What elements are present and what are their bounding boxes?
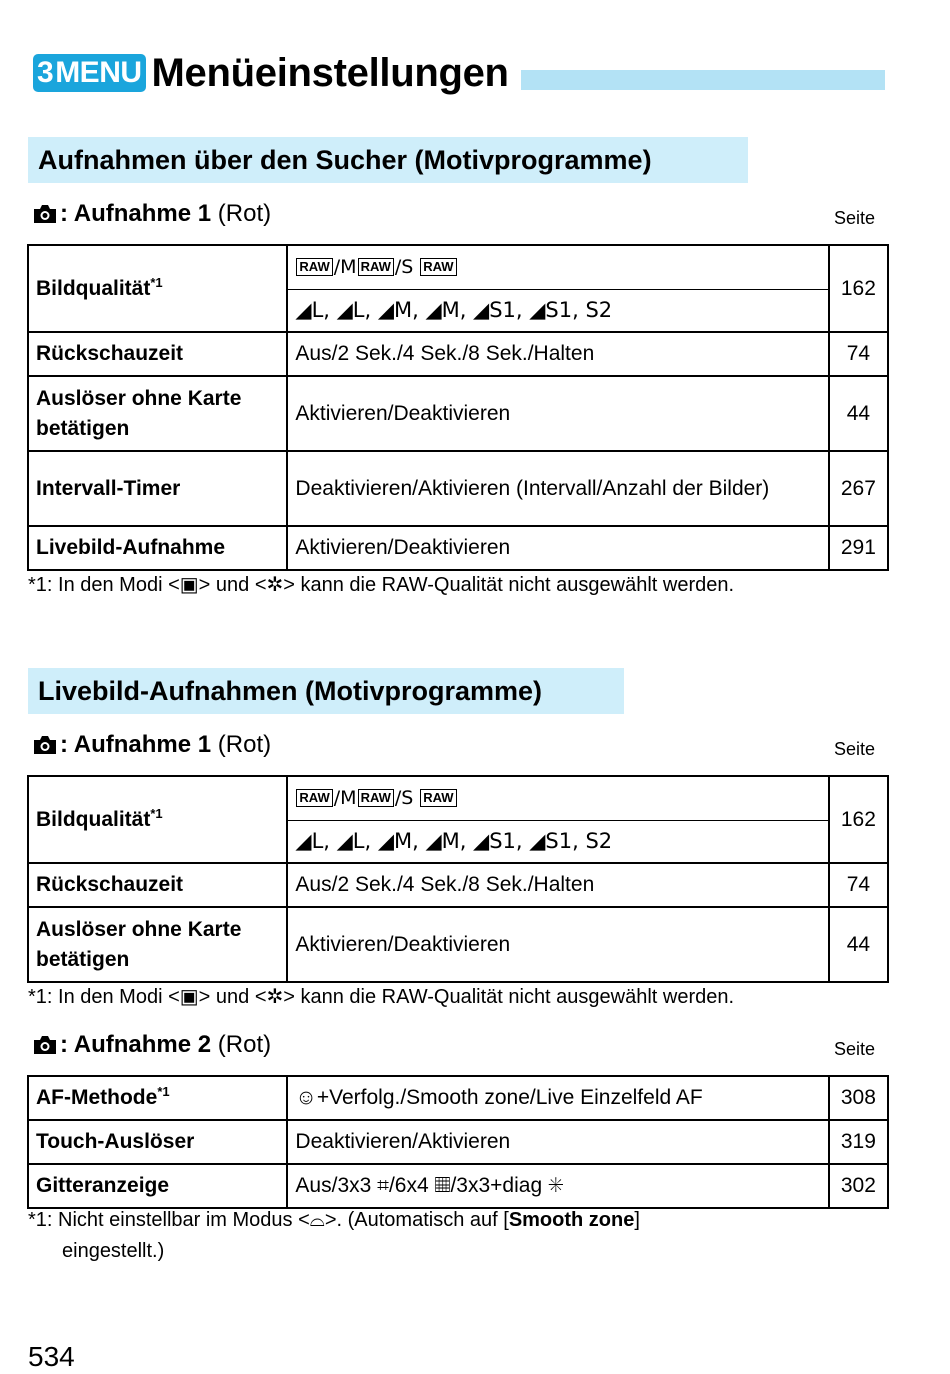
table-row [28, 863, 888, 907]
row-value: Aus/3x3 ⌗/6x4 ▦/3x3+diag ✳ [287, 1164, 828, 1208]
title-decor-bar [521, 70, 885, 90]
sub-heading-shooting1 [32, 200, 271, 228]
smooth-zone-mode-icon: ⌓ [309, 1209, 325, 1231]
row-page: 162 [829, 245, 888, 332]
sub-heading-color: (Rot) [217, 731, 272, 758]
row-label: Gitteranzeige [28, 1164, 287, 1208]
sub-heading-label: : Aufnahme 1 [60, 731, 212, 758]
page-column-label: Seite [833, 739, 875, 759]
footnote: *1: In den Modi <▣> und <✲> kann die RAW-Qualität nicht ausgewählt werden. [28, 986, 735, 1008]
row-value: Deaktivieren/Aktivieren (Intervall/Anzahl der Bilder) [287, 451, 828, 526]
row-value-jpeg: ◢L, ◢L, ◢M, ◢M, ◢S1, ◢S1, S2 [287, 820, 828, 863]
row-page: 74 [829, 332, 888, 376]
row-label: Bildqualität$^{*1}$ [28, 776, 287, 863]
settings-table-viewfinder [27, 244, 889, 571]
row-page: 319 [829, 1120, 888, 1164]
footnote-continuation: eingestellt.) [62, 1240, 165, 1262]
sub-heading-color: (Rot) [217, 200, 272, 227]
sub-heading-color: (Rot) [217, 1031, 272, 1058]
table-row [28, 376, 888, 451]
sub-heading-shooting2-live [32, 1031, 271, 1059]
row-page: 308 [829, 1076, 888, 1120]
footnote: *1: Nicht einstellbar im Modus <⌓>. (Automatisch auf [Smooth zone] [28, 1209, 640, 1231]
settings-table-liveview2 [27, 1075, 889, 1209]
row-label: Livebild-Aufnahme [28, 526, 287, 570]
row-value-raw: RAW /M RAW /S RAW [287, 776, 828, 820]
page-column-label: Seite [833, 1039, 875, 1059]
menu-label: MENU [55, 56, 142, 89]
table-row [28, 332, 888, 376]
row-value: Aktivieren/Deaktivieren [287, 907, 828, 982]
table-row [28, 1076, 888, 1120]
row-value: Aktivieren/Deaktivieren [287, 376, 828, 451]
row-page: 44 [829, 376, 888, 451]
row-value: Aus/2 Sek./4 Sek./8 Sek./Halten [287, 332, 828, 376]
settings-table-liveview1 [27, 775, 889, 983]
row-label: Auslöser ohne Karte betätigen [28, 907, 287, 982]
sub-heading-label: : Aufnahme 2 [60, 1031, 212, 1058]
section-heading-viewfinder: Aufnahmen über den Sucher (Motivprogramme) [28, 137, 748, 183]
row-label: Bildqualität$^{*1}$ [28, 245, 287, 332]
sub-heading-label: : Aufnahme 1 [60, 200, 212, 227]
row-label: Rückschauzeit [28, 332, 287, 376]
row-page: 44 [829, 907, 888, 982]
footnote: *1: In den Modi <▣> und <✲> kann die RAW-Qualität nicht ausgewählt werden. [28, 574, 735, 596]
table-row [28, 1164, 888, 1208]
row-page: 291 [829, 526, 888, 570]
section-heading-liveview: Livebild-Aufnahmen (Motivprogramme) [28, 668, 624, 714]
page-column-label: Seite [833, 208, 875, 228]
table-row [28, 776, 888, 820]
row-page: 74 [829, 863, 888, 907]
row-value: Aktivieren/Deaktivieren [287, 526, 828, 570]
row-value: Deaktivieren/Aktivieren [287, 1120, 828, 1164]
page-title: Menüeinstellungen [151, 50, 509, 95]
row-label: AF-Methode$^{*1}$ [28, 1076, 287, 1120]
row-page: 267 [829, 451, 888, 526]
table-row [28, 245, 888, 289]
row-value: ☺+Verfolg./Smooth zone/Live Einzelfeld AF [287, 1076, 828, 1120]
row-value-raw: RAW /M RAW /S RAW [287, 245, 828, 289]
page-number: 534 [28, 1341, 75, 1372]
sub-heading-shooting1-live [32, 731, 271, 759]
menu-badge [33, 54, 146, 92]
table-row [28, 526, 888, 570]
row-value: Aus/2 Sek./4 Sek./8 Sek./Halten [287, 863, 828, 907]
camera-icon [32, 733, 58, 757]
menu-number: 3 [37, 56, 54, 89]
camera-icon [32, 202, 58, 226]
row-label: Touch-Auslöser [28, 1120, 287, 1164]
row-label: Auslöser ohne Karte betätigen [28, 376, 287, 451]
row-value-jpeg: ◢L, ◢L, ◢M, ◢M, ◢S1, ◢S1, S2 [287, 289, 828, 332]
page-header [33, 50, 509, 96]
row-page: 302 [829, 1164, 888, 1208]
row-label: Rückschauzeit [28, 863, 287, 907]
table-row [28, 451, 888, 526]
row-label: Intervall-Timer [28, 451, 287, 526]
table-row [28, 907, 888, 982]
table-row [28, 1120, 888, 1164]
row-page: 162 [829, 776, 888, 863]
camera-icon [32, 1033, 58, 1057]
